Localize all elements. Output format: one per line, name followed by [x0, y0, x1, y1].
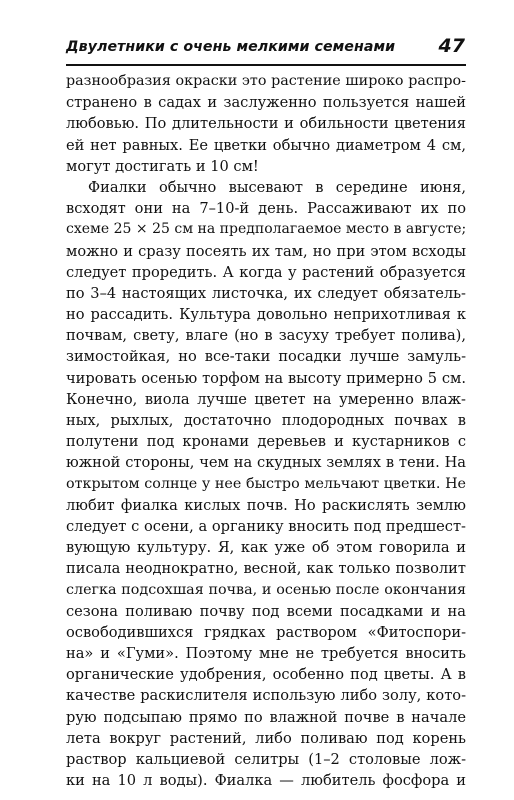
text-line: органические удобрения, особенно под цветы. А в — [66, 666, 466, 684]
text-line: следует проредить. А когда у растений образуется — [66, 263, 466, 281]
text-line: любовью. По длительности и обильности цветения — [66, 115, 466, 133]
text-line: могут достигать и 10 см! — [66, 157, 259, 175]
text-line: лета вокруг растений, либо поливаю под корень — [66, 729, 466, 747]
text-line: рую подсыпаю прямо по влажной почве в начале — [66, 708, 466, 726]
text-line: слегка подсохшая почва, и осенью после окончания — [66, 581, 466, 598]
text-line: любит фиалка кислых почв. Но раскислять землю — [66, 496, 466, 514]
text-line: полутени под кронами деревьев и кустарников с — [66, 433, 466, 451]
body-text — [66, 71, 466, 791]
text-line: открытом солнце у нее быстро мельчают цветки. Не — [66, 475, 466, 492]
running-title: Двулетники с очень мелкими семенами — [66, 39, 396, 55]
text-line: писала неоднократно, весной, как только позволит — [66, 560, 466, 578]
text-line: Фиалки обычно высевают в середине июня, — [88, 178, 466, 196]
text-line: схеме 25 × 25 см на предполагаемое место в августе; — [66, 221, 467, 238]
text-line: Конечно, виола лучше цветет на умеренно влаж- — [66, 390, 466, 408]
text-line: но рассадить. Культура довольно неприхотливая к — [66, 306, 466, 324]
text-line: чировать осенью торфом на высоту примерно 5 см. — [66, 369, 466, 387]
text-line: ных, рыхлых, достаточно плодородных почвах в — [66, 412, 466, 429]
text-line: по 3–4 настоящих листочка, их следует обязатель- — [66, 284, 466, 302]
text-line: следует с осени, а органику вносить под предшест- — [66, 517, 466, 535]
text-line: ки на 10 л воды). Фиалка — любитель фосфора и — [66, 772, 466, 790]
text-line: южной стороны, чем на скудных землях в тени. На — [66, 454, 466, 472]
page-header — [66, 34, 466, 66]
text-line: освободившихся грядках раствором «Фитоспори- — [66, 623, 466, 641]
text-line: разнообразия окраски это растение широко распро- — [66, 73, 466, 89]
text-line: раствор кальциевой селитры (1–2 столовые лож- — [66, 751, 466, 768]
text-line: на» и «Гуми». Поэтому мне не требуется вносить — [66, 645, 466, 663]
text-line: можно и сразу посеять их там, но при этом всходы — [66, 242, 466, 260]
text-line: странено в садах и заслуженно пользуется нашей — [66, 94, 466, 112]
text-line: ей нет равных. Ее цветки обычно диаметром 4 см, — [66, 136, 466, 154]
text-line: всходят они на 7–10-й день. Рассаживают их по — [66, 200, 466, 218]
text-line: почвам, свету, влаге (но в засуху требует полива), — [66, 327, 466, 345]
text-line: зимостойкая, но все-таки посадки лучше замуль- — [66, 348, 466, 366]
text-line: сезона поливаю почву под всеми посадками и на — [66, 602, 466, 620]
page-number: 47 — [438, 35, 465, 57]
text-line: качестве раскислителя использую либо золу, кото- — [66, 687, 466, 705]
text-line: вующую культуру. Я, как уже об этом говорила и — [66, 539, 466, 557]
